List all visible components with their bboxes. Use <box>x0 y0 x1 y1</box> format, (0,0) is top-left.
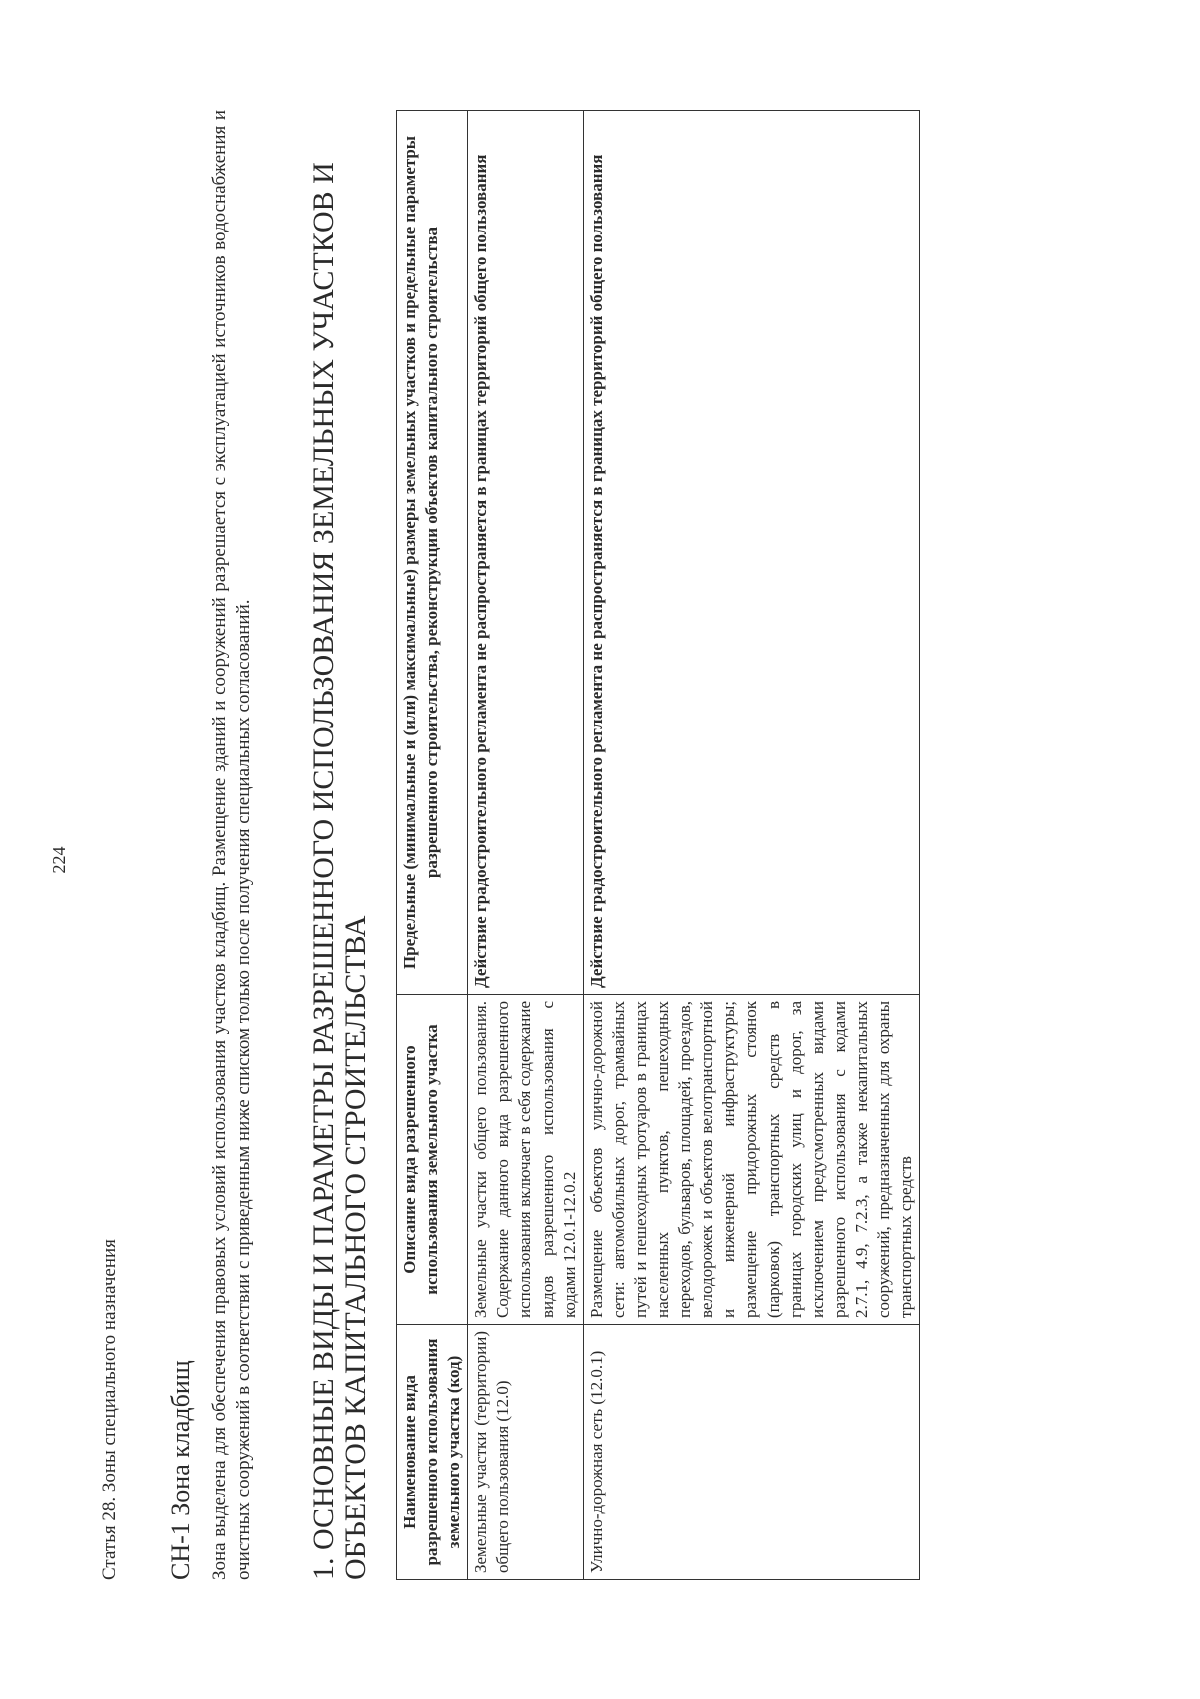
zone-description: Зона выделена для обеспечения правовых условий использования участков кладбищ. Размещение зданий и сооружений разрешается с эксплуатацией источников водоснабжения и очистных сооружений в соответствии с приведенным ниже списком только после получения специальных согласований. <box>209 110 254 1580</box>
table-header-row <box>397 111 468 1580</box>
table-row <box>468 111 583 1580</box>
row-description: Размещение объектов улично-дорожной сети: автомобильных дорог, трамвайных путей и пешеходных тротуаров в границах населенных пунктов, пешеходных переходов, бульваров, площадей, проездов, велодорожек и объектов велотранспортной и инженерной инфраструктуры; размещение придорожных стоянок (парковок) транспортных средств в границах городских улиц и дорог, за исключением предусмотренных видами разрешенного использования с кодами 2.7.1, 4.9, 7.2.3, а также некапитальных сооружений, предназначенных для охраны транспортных средств <box>583 995 919 1325</box>
regulations-table <box>396 110 920 1580</box>
row-params: Действие градостроительного регламента не распространяется в границах территорий общего пользования <box>583 111 919 995</box>
article-heading: Статья 28. Зоны специального назначения <box>99 1239 120 1580</box>
rotated-document-page <box>40 80 1160 1640</box>
row-name: Улично-дорожная сеть (12.0.1) <box>583 1325 919 1580</box>
page-number: 224 <box>49 846 69 874</box>
header-params: Предельные (минимальные и (или) максимальные) размеры земельных участков и предельные параметры разрешенного строительства, реконструкции объектов капитального строительства <box>397 111 468 995</box>
section-title: 1. ОСНОВНЫЕ ВИДЫ И ПАРАМЕТРЫ РАЗРЕШЕННОГО ИСПОЛЬЗОВАНИЯ ЗЕМЕЛЬНЫХ УЧАСТКОВ И ОБЪЕКТОВ КАПИТАЛЬНОГО СТРОИТЕЛЬСТВА <box>307 162 372 1580</box>
row-params: Действие градостроительного регламента не распространяется в границах территорий общего пользования <box>468 111 583 995</box>
header-name: Наименование вида разрешенного использования земельного участка (код) <box>397 1325 468 1580</box>
row-description: Земельные участки общего пользования. Содержание данного вида разрешенного использования включает в себя содержание видов разрешенного использования с кодами 12.0.1-12.0.2 <box>468 995 583 1325</box>
table-row <box>583 111 919 1580</box>
zone-title: СН-1 Зона кладбищ <box>166 1360 195 1580</box>
header-description: Описание вида разрешенного использования земельного участка <box>397 995 468 1325</box>
row-name: Земельные участки (территории) общего пользования (12.0) <box>468 1325 583 1580</box>
